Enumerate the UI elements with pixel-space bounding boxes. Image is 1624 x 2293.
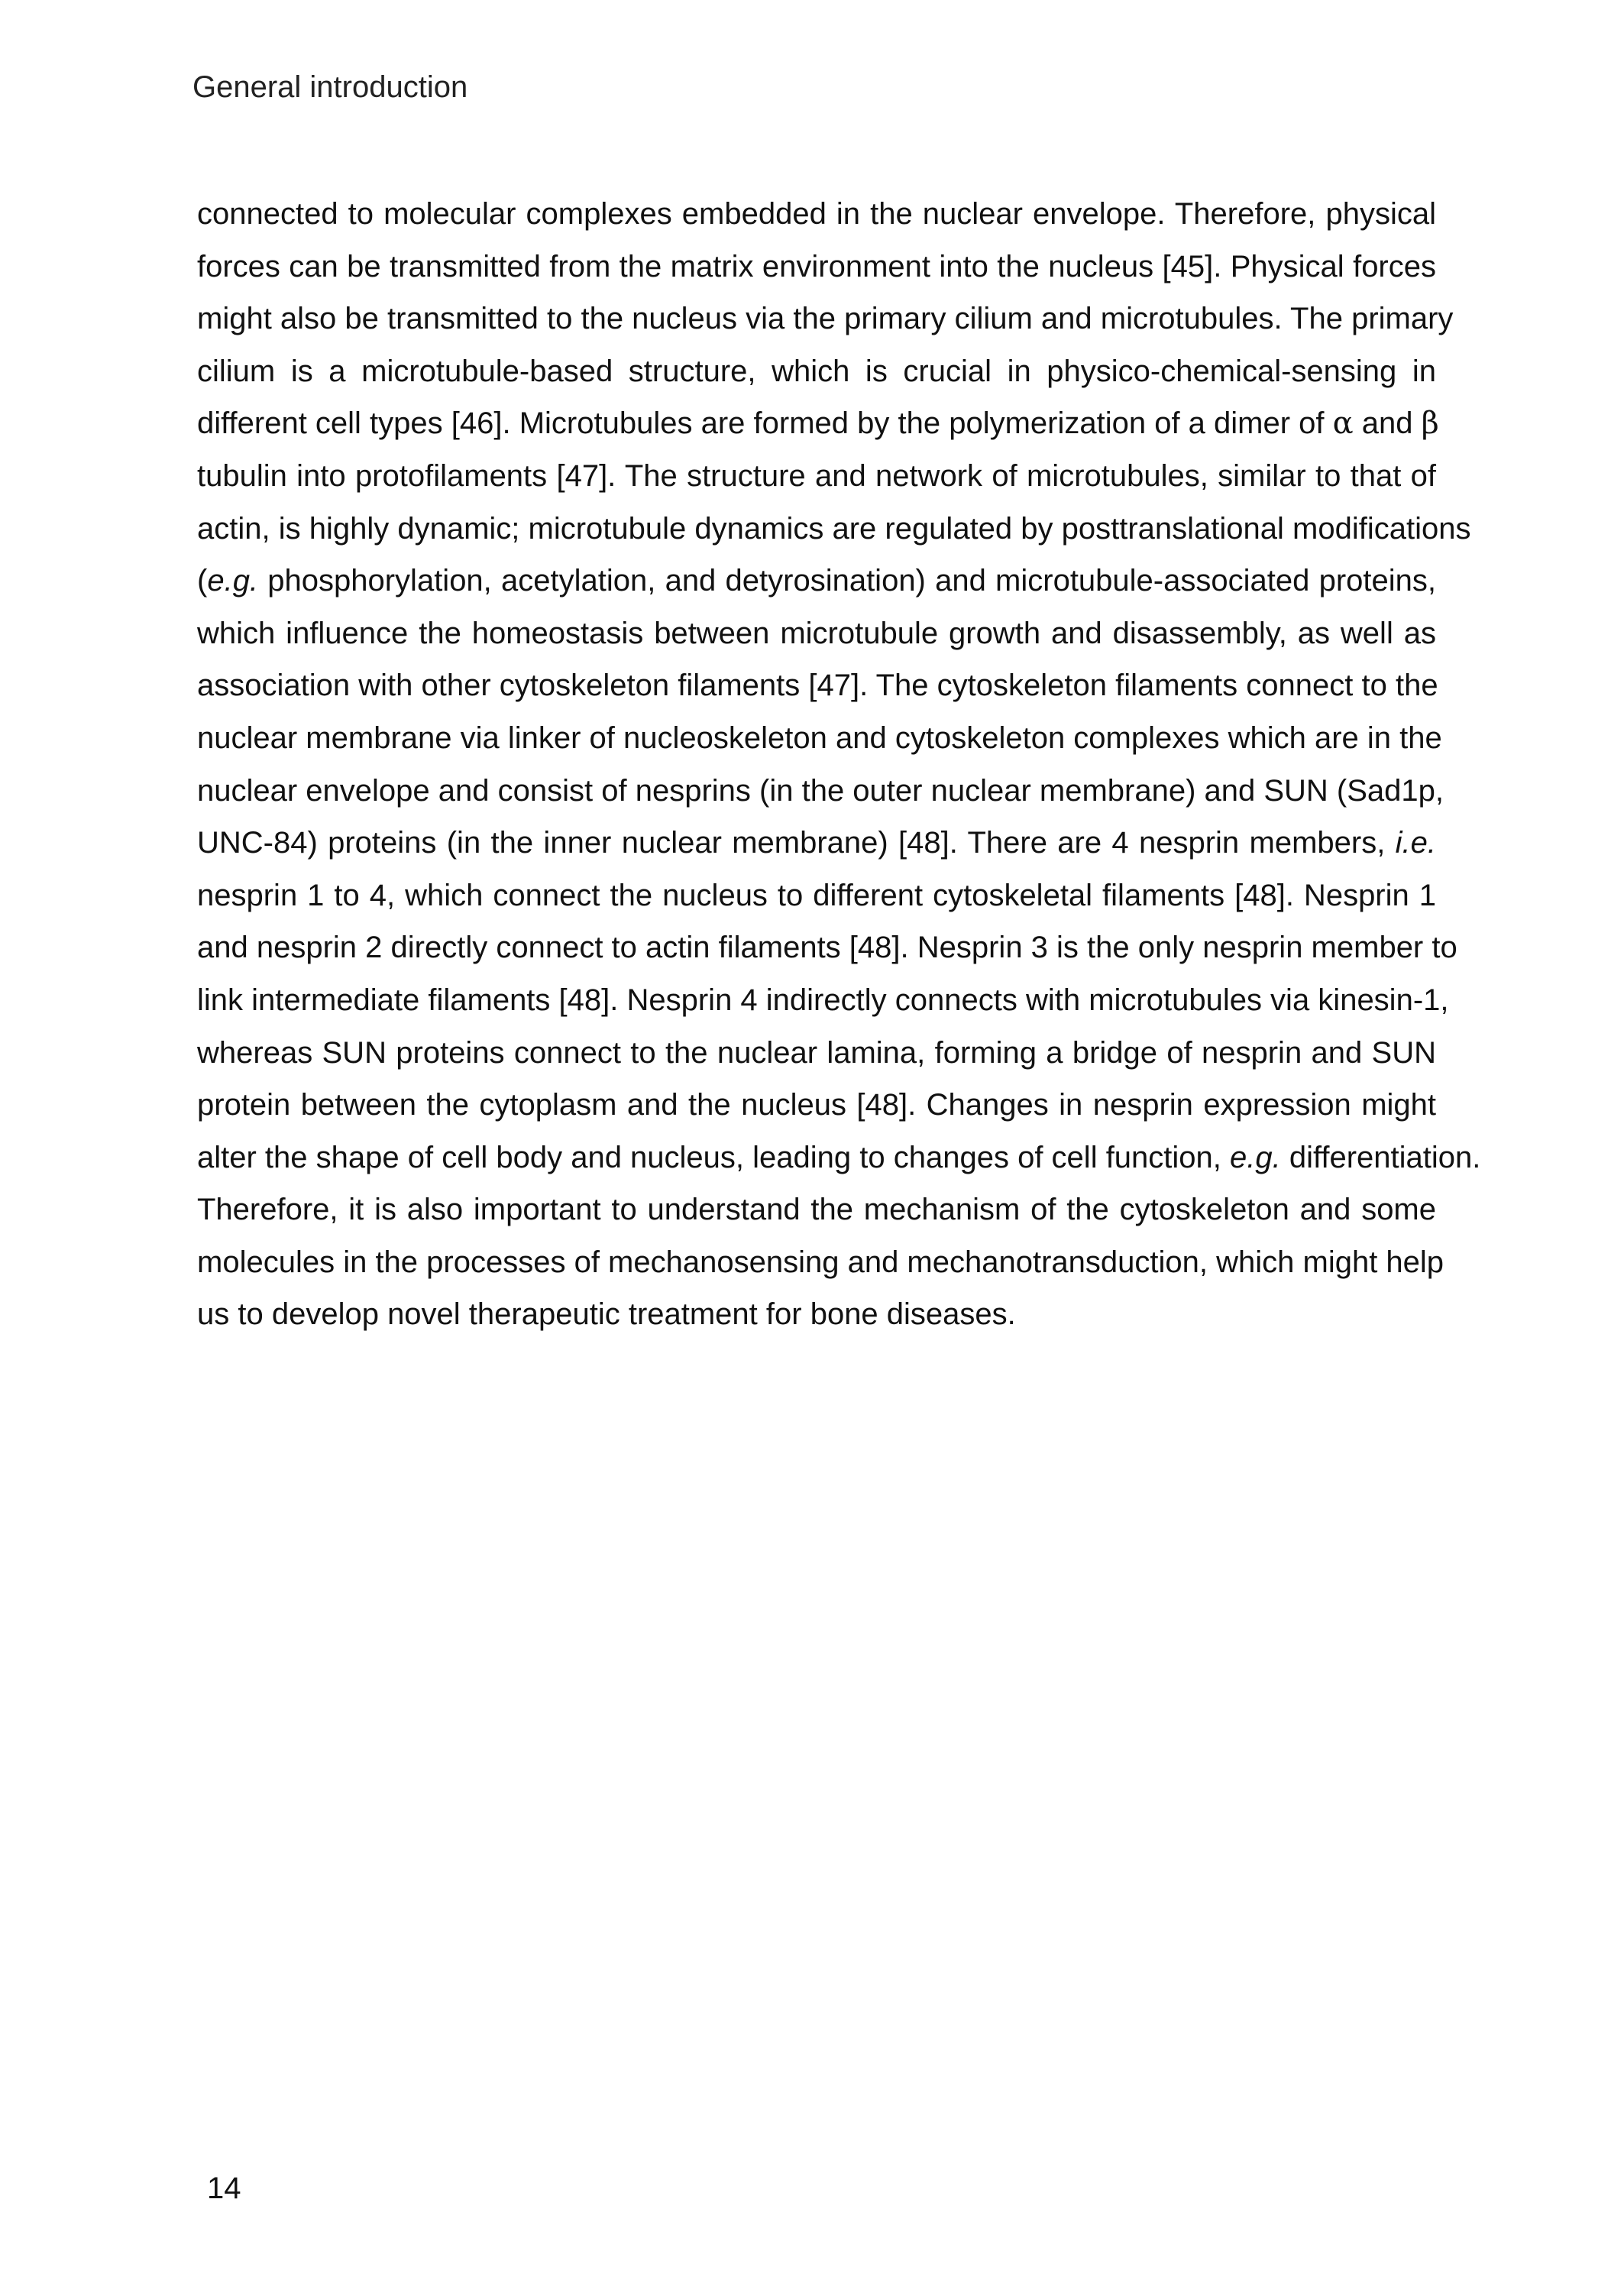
text-line: and nesprin 2 directly connect to actin filaments [48]. Nesprin 3 is the only nesprin member to [197,931,1457,965]
text-line: nuclear membrane via linker of nucleoskeleton and cytoskeleton complexes which are in the [197,721,1442,755]
beta-symbol: β [1421,406,1439,442]
text-line: Therefore, it is also important to understand the mechanism of the cytoskeleton and some [197,1193,1436,1227]
body-paragraph [197,188,1481,1341]
text-line: connected to molecular complexes embedded in the nuclear envelope. Therefore, physical [197,197,1436,231]
text-line: nuclear envelope and consist of nesprins (in the outer nuclear membrane) and SUN (Sad1p, [197,773,1444,808]
text-line: might also be transmitted to the nucleus via the primary cilium and microtubules. The primary [197,302,1454,336]
text-line: molecules in the processes of mechanosensing and mechanotransduction, which might help [197,1245,1444,1279]
text-line: alter the shape of cell body and nucleus, leading to changes of cell function, e.g. differentiation. [197,1140,1481,1174]
text-line: UNC-84) proteins (in the inner nuclear membrane) [48]. There are 4 nesprin members, i.e. [197,826,1436,860]
text-line: cilium is a microtubule-based structure, which is crucial in physico-chemical-sensing in [197,354,1436,388]
text-line: (e.g. phosphorylation, acetylation, and detyrosination) and microtubule-associated proteins, [197,564,1436,598]
text-line: link intermediate filaments [48]. Nesprin 4 indirectly connects with microtubules via kinesin-1, [197,983,1449,1017]
text-line: different cell types [46]. Microtubules are formed by the polymerization of a dimer of α and β [197,406,1439,442]
text-line: actin, is highly dynamic; microtubule dynamics are regulated by posttranslational modifications [197,511,1471,546]
text-line: protein between the cytoplasm and the nucleus [48]. Changes in nesprin expression might [197,1088,1436,1122]
italic-abbreviation: e.g. [1230,1140,1281,1174]
page-number: 14 [207,2172,241,2205]
text-line: whereas SUN proteins connect to the nuclear lamina, forming a bridge of nesprin and SUN [197,1035,1436,1070]
italic-abbreviation: e.g. [207,564,259,598]
text-line: forces can be transmitted from the matrix environment into the nucleus [45]. Physical forces [197,249,1436,283]
text-line: us to develop novel therapeutic treatment for bone diseases. [197,1297,1016,1332]
text-line: association with other cytoskeleton filaments [47]. The cytoskeleton filaments connect to the [197,669,1438,703]
running-header: General introduction [192,70,468,104]
text-line: nesprin 1 to 4, which connect the nucleus to different cytoskeletal filaments [48]. Nesprin 1 [197,878,1436,912]
text-line: which influence the homeostasis between microtubule growth and disassembly, as well as [197,616,1436,650]
text-line: tubulin into protofilaments [47]. The structure and network of microtubules, similar to that of [197,458,1436,493]
italic-abbreviation: i.e. [1395,826,1436,860]
alpha-symbol: α [1332,406,1354,442]
